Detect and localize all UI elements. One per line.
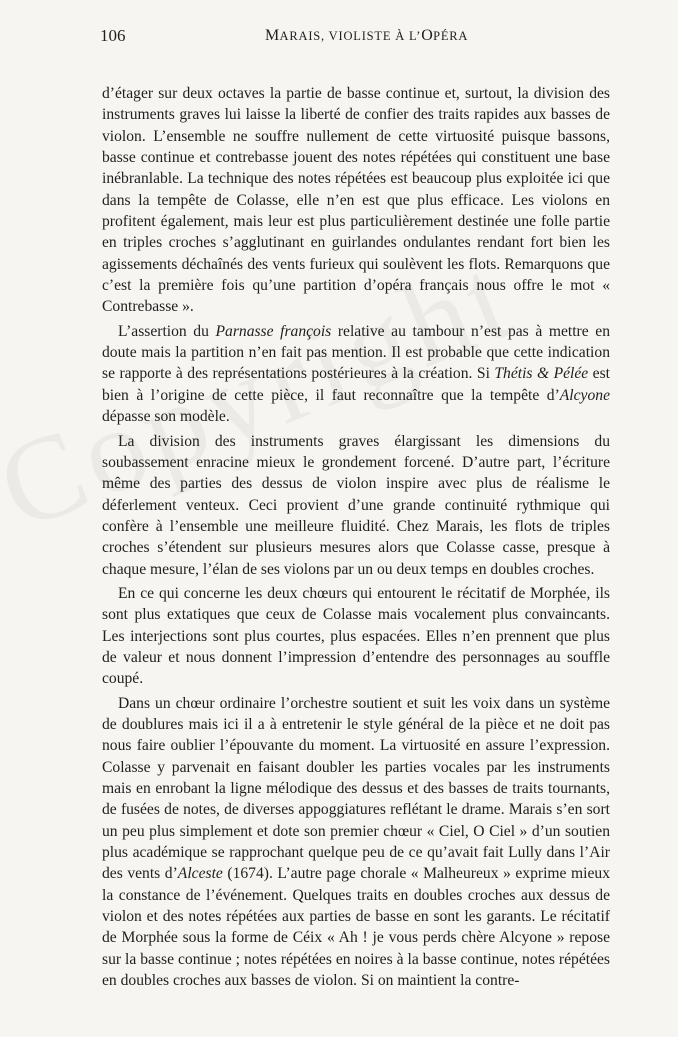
running-head: MARAIS, VIOLISTE À L’OPÉRA [265, 27, 469, 44]
paragraph-1: d’étager sur deux octaves la partie de basse continue et, surtout, la division des instruments graves lui laisse la liberté de confier des traits rapides aux basses de violon. L’ensemble ne souffre nullement de cette virtuosité puisque bassons, basse continue et contrebasse jouent des notes répétées qui constituent une base inébranlable. La technique des notes répétées est beaucoup plus exploitée ici que dans la tempête de Colasse, elle n’en est que plus efficace. Les violons en profitent également, mais leur est plus particulièrement destinée une folle partie en triples croches s’agglutinant en guirlandes ondulantes rendant fort bien les agissements déchaînés des vents furieux qui soulèvent les flots. Remarquons que c’est la première fois qu’une partition d’opéra français nous offre le mot « Contrebasse ». [102, 85, 610, 316]
page-header [100, 26, 610, 52]
paragraph-5: Dans un chœur ordinaire l’orchestre soutient et suit les voix dans un système de doublures mais ici il a à entretenir le style général de la pièce et ne doit pas nous faire oublier l’épouvante du moment. La virtuosité en assure l’expression. Colasse y parvenait en faisant doubler les parties vocales par les instruments mais en enrobant la ligne mélodique des dessus et des basses de traits tournants, de fusées de notes, de diverses appoggiatures reflétant le drame. Marais s’en sort un peu plus simplement et dote son premier chœur « Ciel, O Ciel » d’un soutien plus académique se rapprochant quelque peu de ce qu’avait fait Lully dans l’Air des vents d’Alceste (1674). L’autre page chorale « Malheureux » exprime mieux la constance de l’événement. Quelques traits en doubles croches aux dessus de violon et des notes répétées aux parties de basse en sont les garants. Le récitatif de Morphée sous la forme de Céix « Ah ! je vous perds chère Alcyone » repose sur la basse continue ; notes répétées en noires à la basse continue, notes répétées en doubles croches aux basses de violon. Si on maintient la contre- [102, 694, 610, 990]
page-number: 106 [100, 26, 126, 45]
paragraph-4: En ce qui concerne les deux chœurs qui entourent le récitatif de Morphée, ils sont plus extatiques que ceux de Colasse mais vocalement plus convaincants. Les interjections sont plus courtes, plus espacées. Elles n’en prennent que plus de valeur et nous donnent l’impression d’entendre des personnages au souffle coupé. [102, 584, 610, 688]
paragraph-3: La division des instruments graves élargissant les dimensions du soubassement enracine mieux le grondement forcené. D’autre part, l’écriture même des parties des dessus de violon inspire avec plus de réalisme le déferlement venteux. Ceci provient d’une grande continuité rythmique qui confère à l’ensemble une meilleure fluidité. Chez Marais, les flots de triples croches s’étendent sur plusieurs mesures alors que Colasse casse, presque à chaque mesure, l’élan de ses violons par un ou deux temps en doubles croches. [102, 432, 610, 578]
paragraph-2: L’assertion du Parnasse françois relative au tambour n’est pas à mettre en doute mais la partition n’en fait pas mention. Il est probable que cette indication se rapporte à des représentations postérieures à la création. Si Thétis & Pélée est bien à l’origine de cette pièce, il faut reconnaître que la tempête d’Alcyone dépasse son modèle. [102, 322, 610, 426]
body-text [102, 83, 610, 991]
